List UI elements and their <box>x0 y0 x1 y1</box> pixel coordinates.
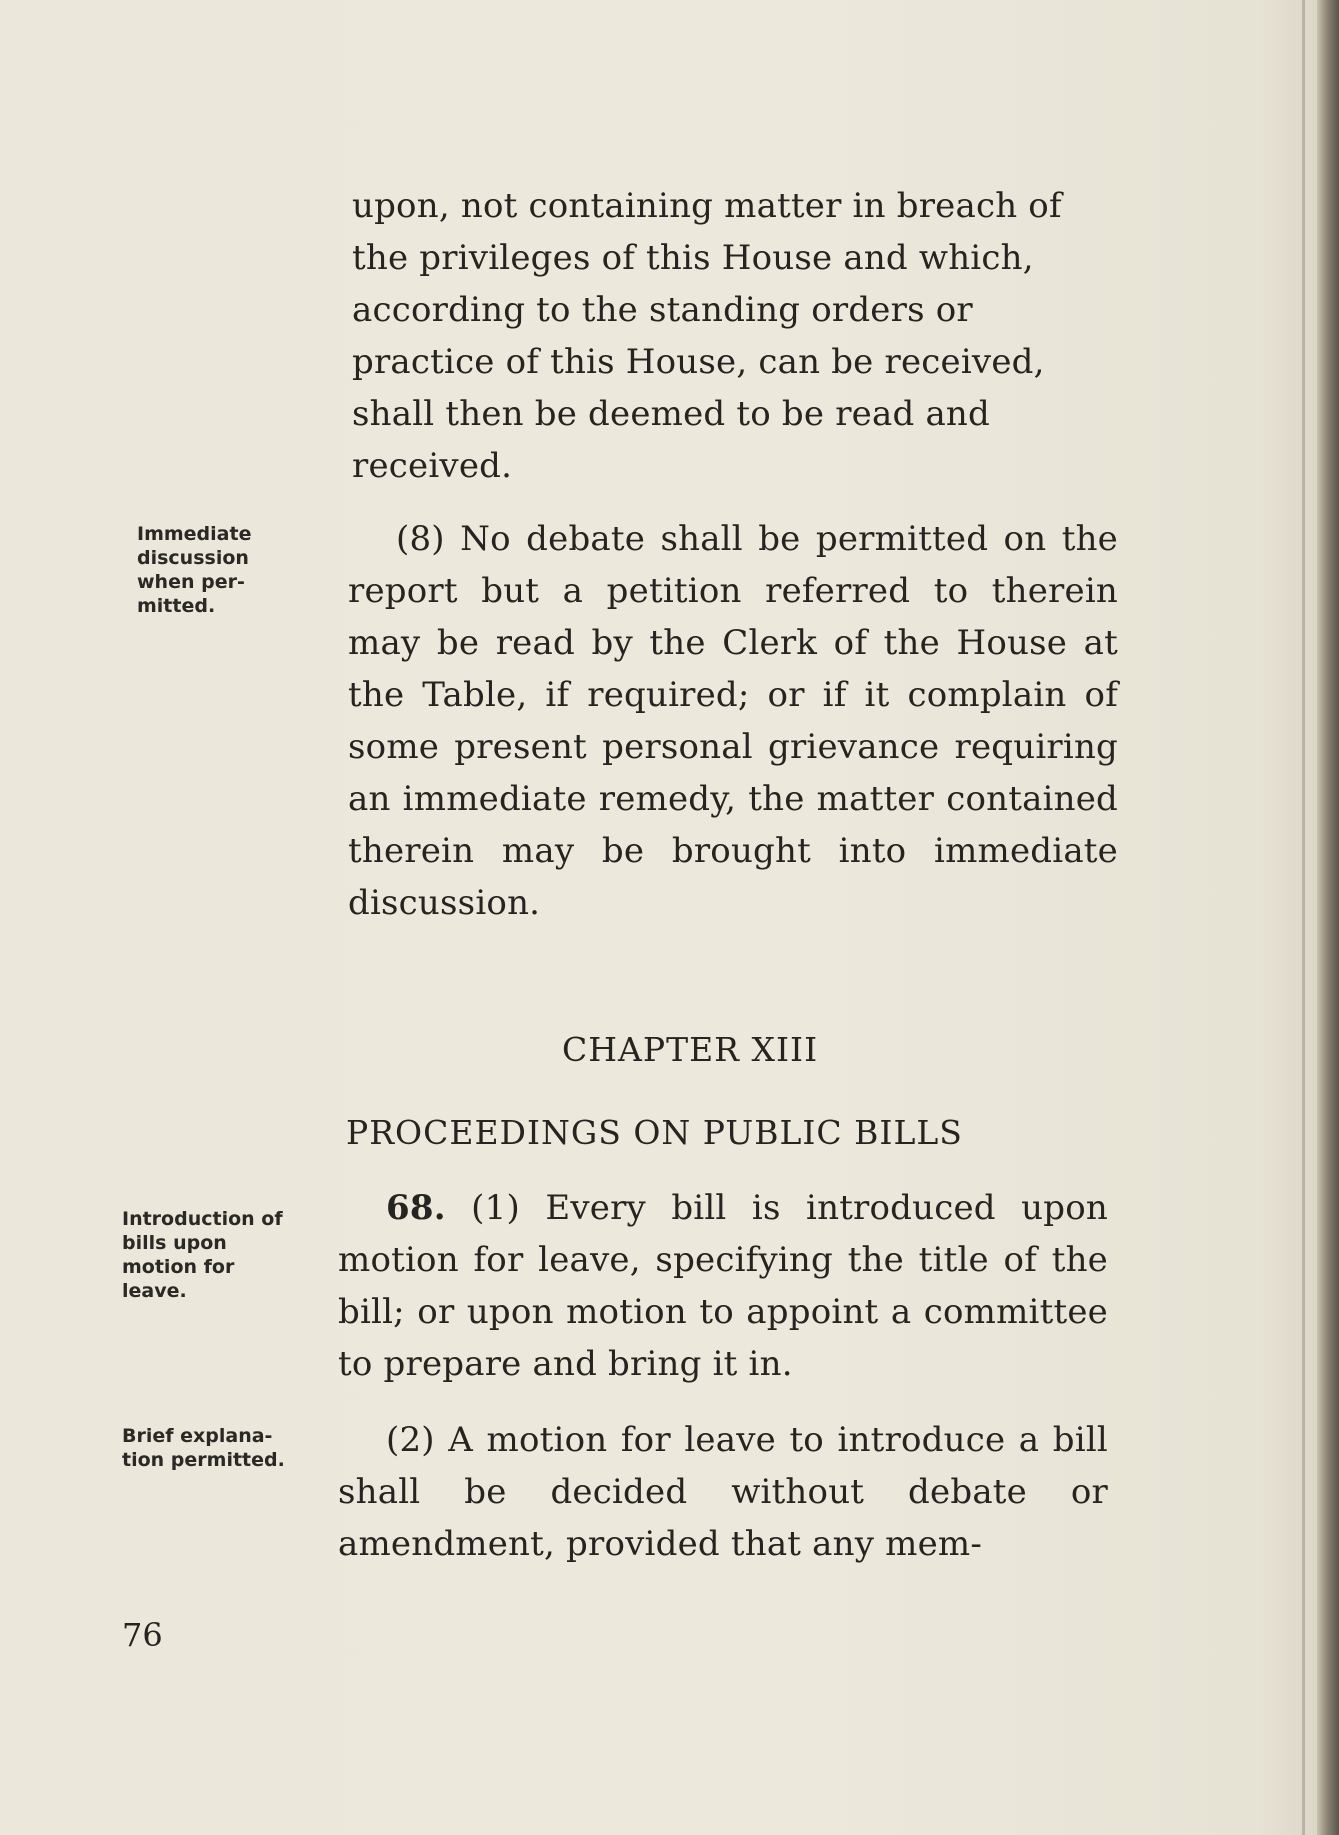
margin-note-introduction-of-bills <box>122 1207 283 1303</box>
page-edge-line <box>1302 0 1305 1835</box>
text-line: practice of this House, can be received, <box>352 342 1045 382</box>
margin-note-line: Brief explana- <box>122 1425 273 1447</box>
text-line: upon, not containing matter in breach of <box>352 186 1062 226</box>
margin-note-immediate-discussion <box>137 522 251 618</box>
margin-note-line: Immediate <box>137 523 252 545</box>
section-text: (1) Every bill is introduced upon motion for leave, specifying the title of the bill; or upon motion to appoint a committee to prepare and bring it in. <box>338 1188 1108 1384</box>
margin-note-line: bills upon <box>122 1232 227 1254</box>
section-68-1 <box>338 1182 1108 1390</box>
section-68-2: (2) A motion for leave to introduce a bill shall be decided without debate or amendment, provided that any mem- <box>338 1420 1108 1564</box>
margin-note-line: Introduction of <box>122 1208 283 1230</box>
margin-note-line: tion permitted. <box>122 1449 285 1471</box>
chapter-title: PROCEEDINGS ON PUBLIC BILLS <box>346 1113 963 1152</box>
margin-note-line: discussion <box>137 547 249 569</box>
text-line: received. <box>352 446 513 486</box>
margin-note-line: when per- <box>137 571 245 593</box>
text-line: according to the standing orders or <box>352 290 973 330</box>
text-line: shall then be deemed to be read and <box>352 394 990 434</box>
margin-note-brief-explanation <box>122 1424 285 1472</box>
margin-note-line: motion for <box>122 1256 235 1278</box>
margin-note-line: leave. <box>122 1280 187 1302</box>
text-line: the privileges of this House and which, <box>352 238 1034 278</box>
page-binding-edge <box>1317 0 1339 1835</box>
continued-paragraph <box>352 180 1122 492</box>
chapter-number: CHAPTER XIII <box>562 1030 819 1069</box>
section-number: 68. <box>386 1188 446 1228</box>
paragraph-8: (8) No debate shall be permitted on the report but a petition referred to therein may be read by the Clerk of the House at the Table, if required; or if it complain of some present personal grievance requiring an immediate remedy, the matter contained therein may be brought into immediate discussion. <box>348 519 1118 923</box>
page-number: 76 <box>122 1616 163 1654</box>
margin-note-line: mitted. <box>137 595 216 617</box>
